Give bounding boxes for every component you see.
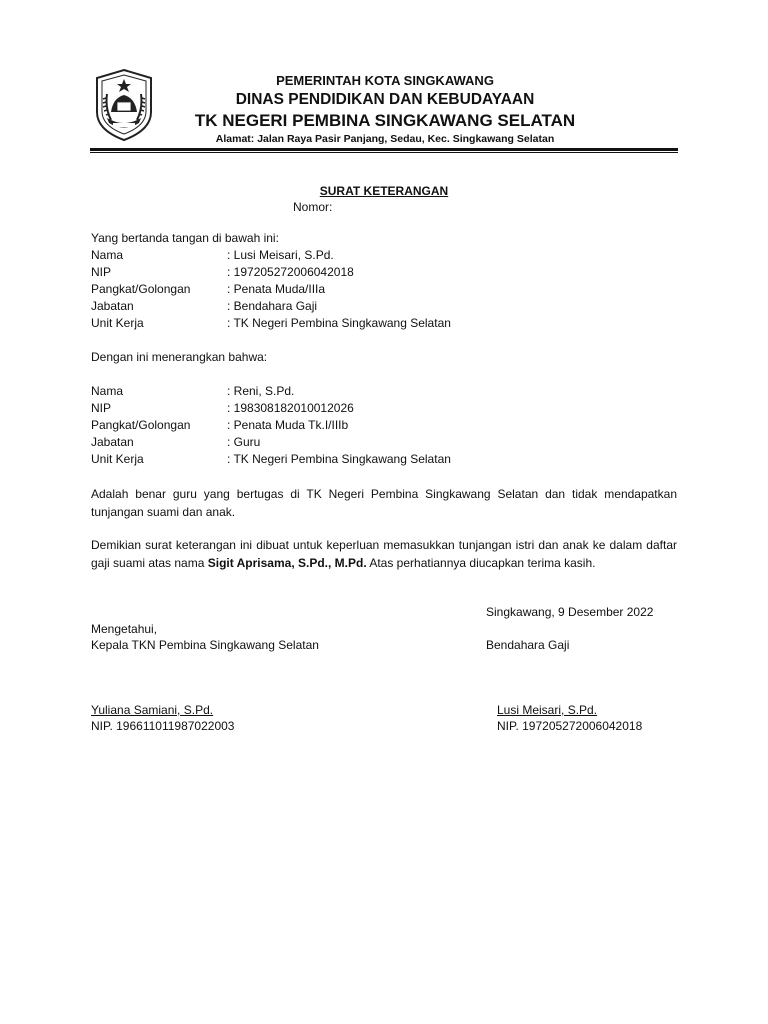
closing-paragraph: Demikian surat keterangan ini dibuat untuk keperluan memasukkan tunjangan istri dan anak ke dalam daftar gaji suami atas nama Sigit Aprisama, S.Pd., M.Pd. Atas perhatiannya diucapkan terima kasih. bbox=[91, 538, 677, 570]
letterhead-department: DINAS PENDIDIKAN DAN KEBUDAYAAN bbox=[235, 91, 535, 108]
subject-value: : Guru bbox=[227, 435, 261, 449]
signer-label: Jabatan bbox=[91, 299, 134, 313]
acknowledged-label: Mengetahui, bbox=[91, 622, 158, 636]
letterhead-divider-thin bbox=[90, 152, 678, 153]
subject-value: : Penata Muda Tk.I/IIIb bbox=[227, 418, 349, 432]
treasurer-name: Lusi Meisari, S.Pd. bbox=[497, 703, 598, 717]
subject-label: NIP bbox=[91, 401, 112, 415]
principal-nip: NIP. 196611011987022003 bbox=[91, 719, 235, 733]
subject-label: Unit Kerja bbox=[91, 452, 144, 466]
place-date: Singkawang, 9 Desember 2022 bbox=[486, 605, 654, 619]
signer-value: : Bendahara Gaji bbox=[227, 299, 318, 313]
statement-paragraph: Adalah benar guru yang bertugas di TK Negeri Pembina Singkawang Selatan dan tidak mendapatkan tunjangan suami dan anak. bbox=[91, 487, 677, 519]
treasurer-role: Bendahara Gaji bbox=[486, 638, 570, 652]
signer-label: NIP bbox=[91, 265, 112, 279]
subject-value: : TK Negeri Pembina Singkawang Selatan bbox=[227, 452, 451, 466]
subject-label: Jabatan bbox=[91, 435, 134, 449]
intro-text: Yang bertanda tangan di bawah ini: bbox=[91, 231, 279, 245]
signer-value: : Penata Muda/IIIa bbox=[227, 282, 326, 296]
city-emblem-icon bbox=[93, 68, 155, 142]
subject-label: Nama bbox=[91, 384, 124, 398]
subject-label: Pangkat/Golongan bbox=[91, 418, 191, 432]
principal-role: Kepala TKN Pembina Singkawang Selatan bbox=[91, 638, 319, 652]
signer-value: : Lusi Meisari, S.Pd. bbox=[227, 248, 334, 262]
subject-value: : Reni, S.Pd. bbox=[227, 384, 295, 398]
signer-value: : TK Negeri Pembina Singkawang Selatan bbox=[227, 316, 451, 330]
signer-label: Unit Kerja bbox=[91, 316, 144, 330]
letterhead-government: PEMERINTAH KOTA SINGKAWANG bbox=[276, 73, 494, 88]
subject-value: : 198308182010012026 bbox=[227, 401, 354, 415]
signer-value: : 197205272006042018 bbox=[227, 265, 354, 279]
treasurer-nip: NIP. 197205272006042018 bbox=[497, 719, 643, 733]
letterhead-divider bbox=[90, 148, 678, 151]
letter-title: SURAT KETERANGAN bbox=[319, 184, 449, 198]
letter-number: Nomor: bbox=[293, 200, 333, 214]
letterhead-school: TK NEGERI PEMBINA SINGKAWANG SELATAN bbox=[194, 111, 576, 130]
spouse-name: Sigit Aprisama, S.Pd., M.Pd. bbox=[207, 556, 367, 570]
statement-text: Dengan ini menerangkan bahwa: bbox=[91, 350, 268, 364]
letterhead-address: Alamat: Jalan Raya Pasir Panjang, Sedau, Kec. Singkawang Selatan bbox=[215, 133, 555, 145]
signer-label: Pangkat/Golongan bbox=[91, 282, 191, 296]
principal-name: Yuliana Samiani, S.Pd. bbox=[91, 703, 214, 717]
signer-label: Nama bbox=[91, 248, 124, 262]
